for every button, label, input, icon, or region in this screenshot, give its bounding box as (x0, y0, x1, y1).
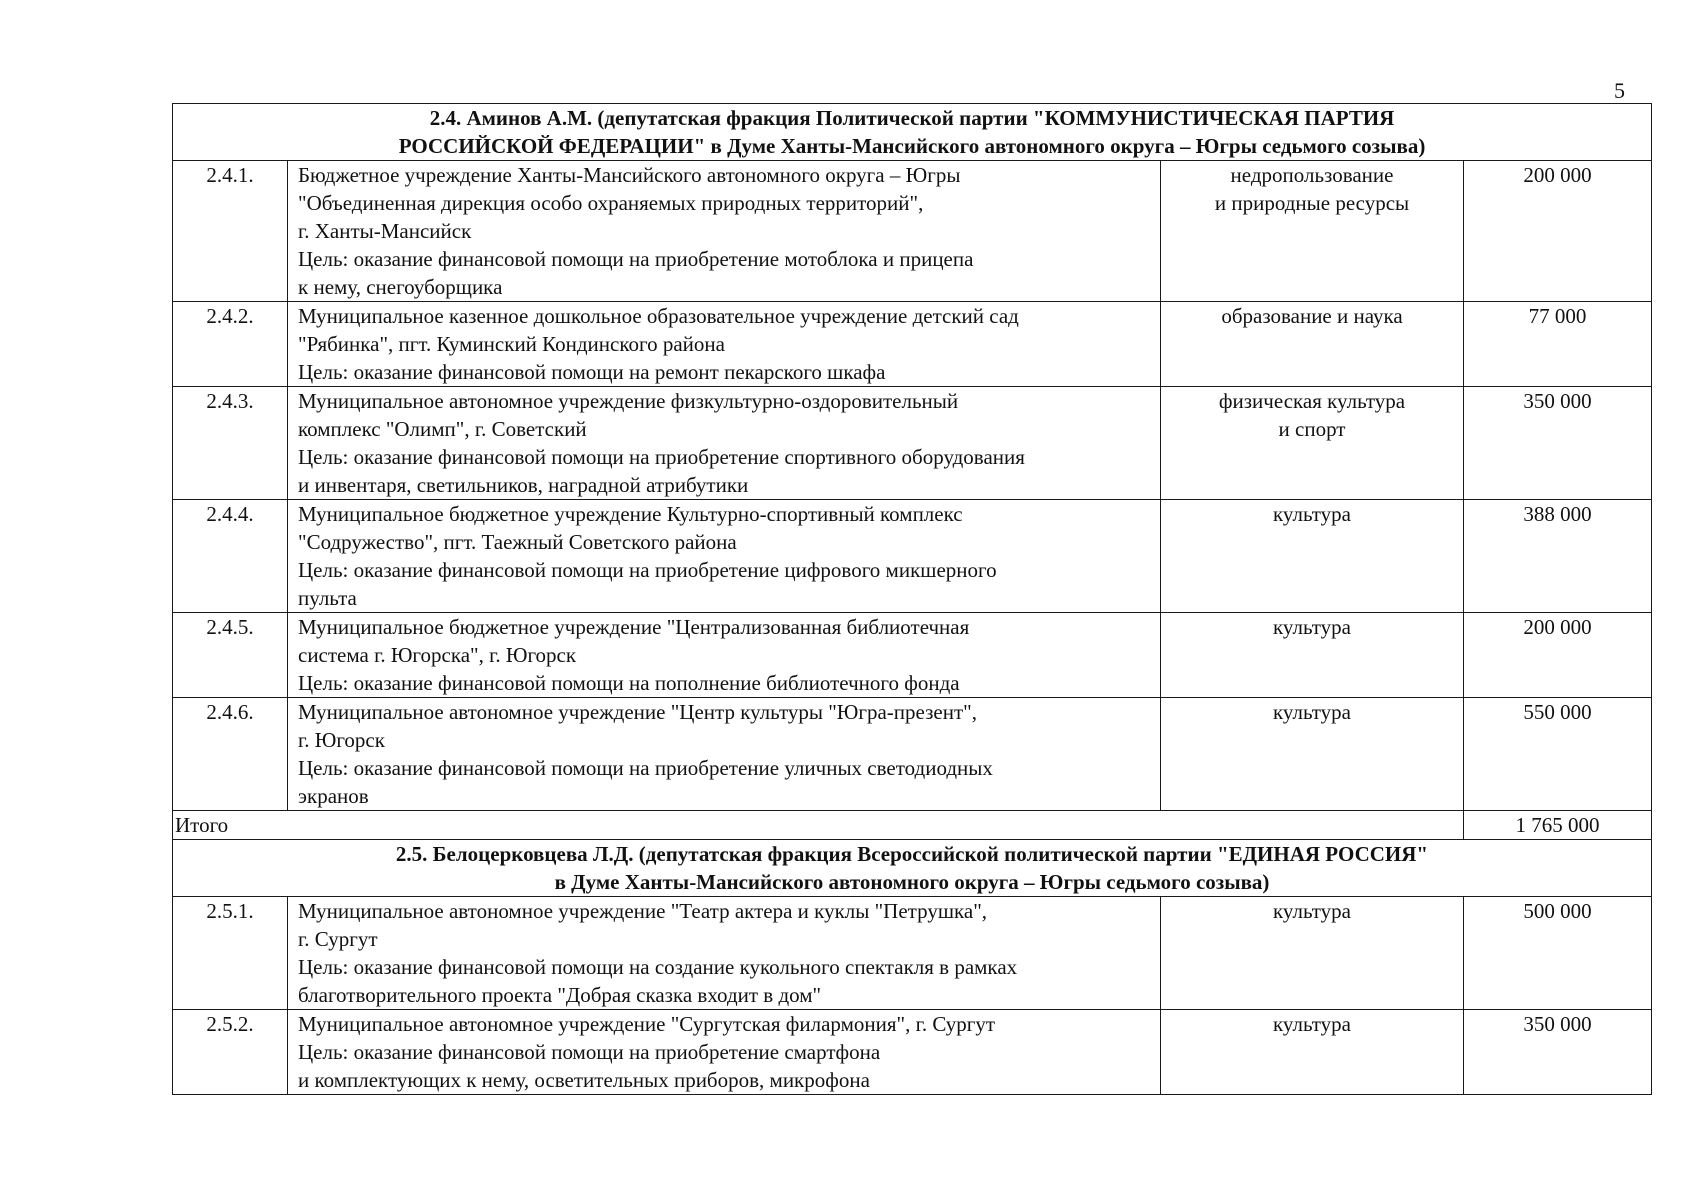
row-number: 2.4.5. (173, 613, 288, 698)
row-amount: 200 000 (1464, 161, 1652, 302)
category-line: недропользование (1230, 163, 1394, 187)
description-line: Цель: оказание финансовой помощи на приобретение уличных светодиодных (298, 756, 993, 780)
table-row (173, 302, 1652, 387)
row-amount: 200 000 (1464, 613, 1652, 698)
description-line: Муниципальное автономное учреждение "Театр актера и куклы "Петрушка", (298, 899, 988, 923)
row-amount: 350 000 (1464, 1010, 1652, 1095)
funding-table (172, 103, 1652, 1095)
row-number: 2.4.1. (173, 161, 288, 302)
section-header-line: 2.4. Аминов А.М. (депутатская фракция Политической партии "КОММУНИСТИЧЕСКАЯ ПАРТИЯ (429, 106, 1395, 130)
table-row (173, 897, 1652, 1010)
table-row (173, 500, 1652, 613)
description-line: пульта (298, 586, 357, 610)
row-description (288, 161, 1161, 302)
description-line: Цель: оказание финансовой помощи на приобретение мотоблока и прицепа (298, 247, 974, 271)
description-line: система г. Югорска", г. Югорск (298, 643, 577, 667)
description-line: благотворительного проекта "Добрая сказка входит в дом" (298, 983, 822, 1007)
description-line: Муниципальное автономное учреждение "Центр культуры "Югра-презент", (298, 700, 977, 724)
row-number: 2.4.4. (173, 500, 288, 613)
section-header (173, 840, 1652, 897)
row-category (1161, 302, 1464, 387)
row-description (288, 387, 1161, 500)
row-category (1161, 897, 1464, 1010)
description-line: г. Сургут (298, 927, 378, 951)
page-number: 5 (1614, 78, 1625, 103)
row-description (288, 302, 1161, 387)
row-description (288, 613, 1161, 698)
total-amount: 1 765 000 (1464, 811, 1652, 840)
table-row (173, 1010, 1652, 1095)
description-line: "Содружество", пгт. Таежный Советского района (298, 530, 737, 554)
row-description (288, 500, 1161, 613)
category-line: культура (1273, 1012, 1351, 1036)
table-row (173, 698, 1652, 811)
row-number: 2.4.6. (173, 698, 288, 811)
category-line: культура (1273, 700, 1351, 724)
description-line: "Объединенная дирекция особо охраняемых природных территорий", (298, 191, 924, 215)
row-category (1161, 387, 1464, 500)
row-number: 2.4.2. (173, 302, 288, 387)
description-line: Цель: оказание финансовой помощи на приобретение смартфона (298, 1040, 881, 1064)
row-amount: 550 000 (1464, 698, 1652, 811)
table-row (173, 387, 1652, 500)
description-line: и инвентаря, светильников, наградной атрибутики (298, 473, 749, 497)
description-line: экранов (298, 784, 369, 808)
row-category (1161, 613, 1464, 698)
row-number: 2.4.3. (173, 387, 288, 500)
description-line: Цель: оказание финансовой помощи на приобретение спортивного оборудования (298, 445, 1025, 469)
row-category (1161, 698, 1464, 811)
total-label: Итого (173, 811, 1464, 840)
description-line: Муниципальное казенное дошкольное образовательное учреждение детский сад (298, 304, 1019, 328)
total-row (173, 811, 1652, 840)
description-line: Бюджетное учреждение Ханты-Мансийского автономного округа – Югры (298, 163, 961, 187)
category-line: образование и наука (1221, 304, 1403, 328)
table-row (173, 161, 1652, 302)
row-amount: 350 000 (1464, 387, 1652, 500)
description-line: Цель: оказание финансовой помощи на создание кукольного спектакля в рамках (298, 955, 1018, 979)
category-line: культура (1273, 502, 1351, 526)
row-number: 2.5.1. (173, 897, 288, 1010)
category-line: культура (1273, 899, 1351, 923)
description-line: г. Югорск (298, 728, 385, 752)
section-header-line: 2.5. Белоцерковцева Л.Д. (депутатская фракция Всероссийской политической партии "ЕДИНАЯ РОССИЯ" (395, 842, 1429, 866)
row-category (1161, 1010, 1464, 1095)
description-line: и комплектующих к нему, осветительных приборов, микрофона (298, 1068, 870, 1092)
row-amount: 77 000 (1464, 302, 1652, 387)
category-line: физическая культура (1218, 389, 1406, 413)
row-amount: 388 000 (1464, 500, 1652, 613)
description-line: к нему, снегоуборщика (298, 275, 503, 299)
row-amount: 500 000 (1464, 897, 1652, 1010)
description-line: "Рябинка", пгт. Куминский Кондинского района (298, 332, 725, 356)
category-line: и природные ресурсы (1214, 191, 1410, 215)
description-line: Цель: оказание финансовой помощи на пополнение библиотечного фонда (298, 671, 960, 695)
description-line: Муниципальное бюджетное учреждение Культурно-спортивный комплекс (298, 502, 963, 526)
table-row (173, 613, 1652, 698)
row-description (288, 698, 1161, 811)
row-description (288, 1010, 1161, 1095)
description-line: Муниципальное автономное учреждение "Сургутская филармония", г. Сургут (298, 1012, 996, 1036)
description-line: Цель: оказание финансовой помощи на приобретение цифрового микшерного (298, 558, 997, 582)
section-header (173, 104, 1652, 161)
description-line: Цель: оказание финансовой помощи на ремонт пекарского шкафа (298, 360, 886, 384)
description-line: г. Ханты-Мансийск (298, 219, 472, 243)
category-line: и спорт (1278, 417, 1346, 441)
row-number: 2.5.2. (173, 1010, 288, 1095)
description-line: Муниципальное бюджетное учреждение "Централизованная библиотечная (298, 615, 970, 639)
row-category (1161, 161, 1464, 302)
section-header-row (173, 104, 1652, 161)
section-header-line: в Думе Ханты-Мансийского автономного округа – Югры седьмого созыва) (554, 870, 1270, 894)
description-line: Муниципальное автономное учреждение физкультурно-оздоровительный (298, 389, 959, 413)
section-header-row (173, 840, 1652, 897)
row-description (288, 897, 1161, 1010)
section-header-line: РОССИЙСКОЙ ФЕДЕРАЦИИ" в Думе Ханты-Мансийского автономного округа – Югры седьмого созыва) (398, 134, 1426, 158)
row-category (1161, 500, 1464, 613)
category-line: культура (1273, 615, 1351, 639)
description-line: комплекс "Олимп", г. Советский (298, 417, 587, 441)
